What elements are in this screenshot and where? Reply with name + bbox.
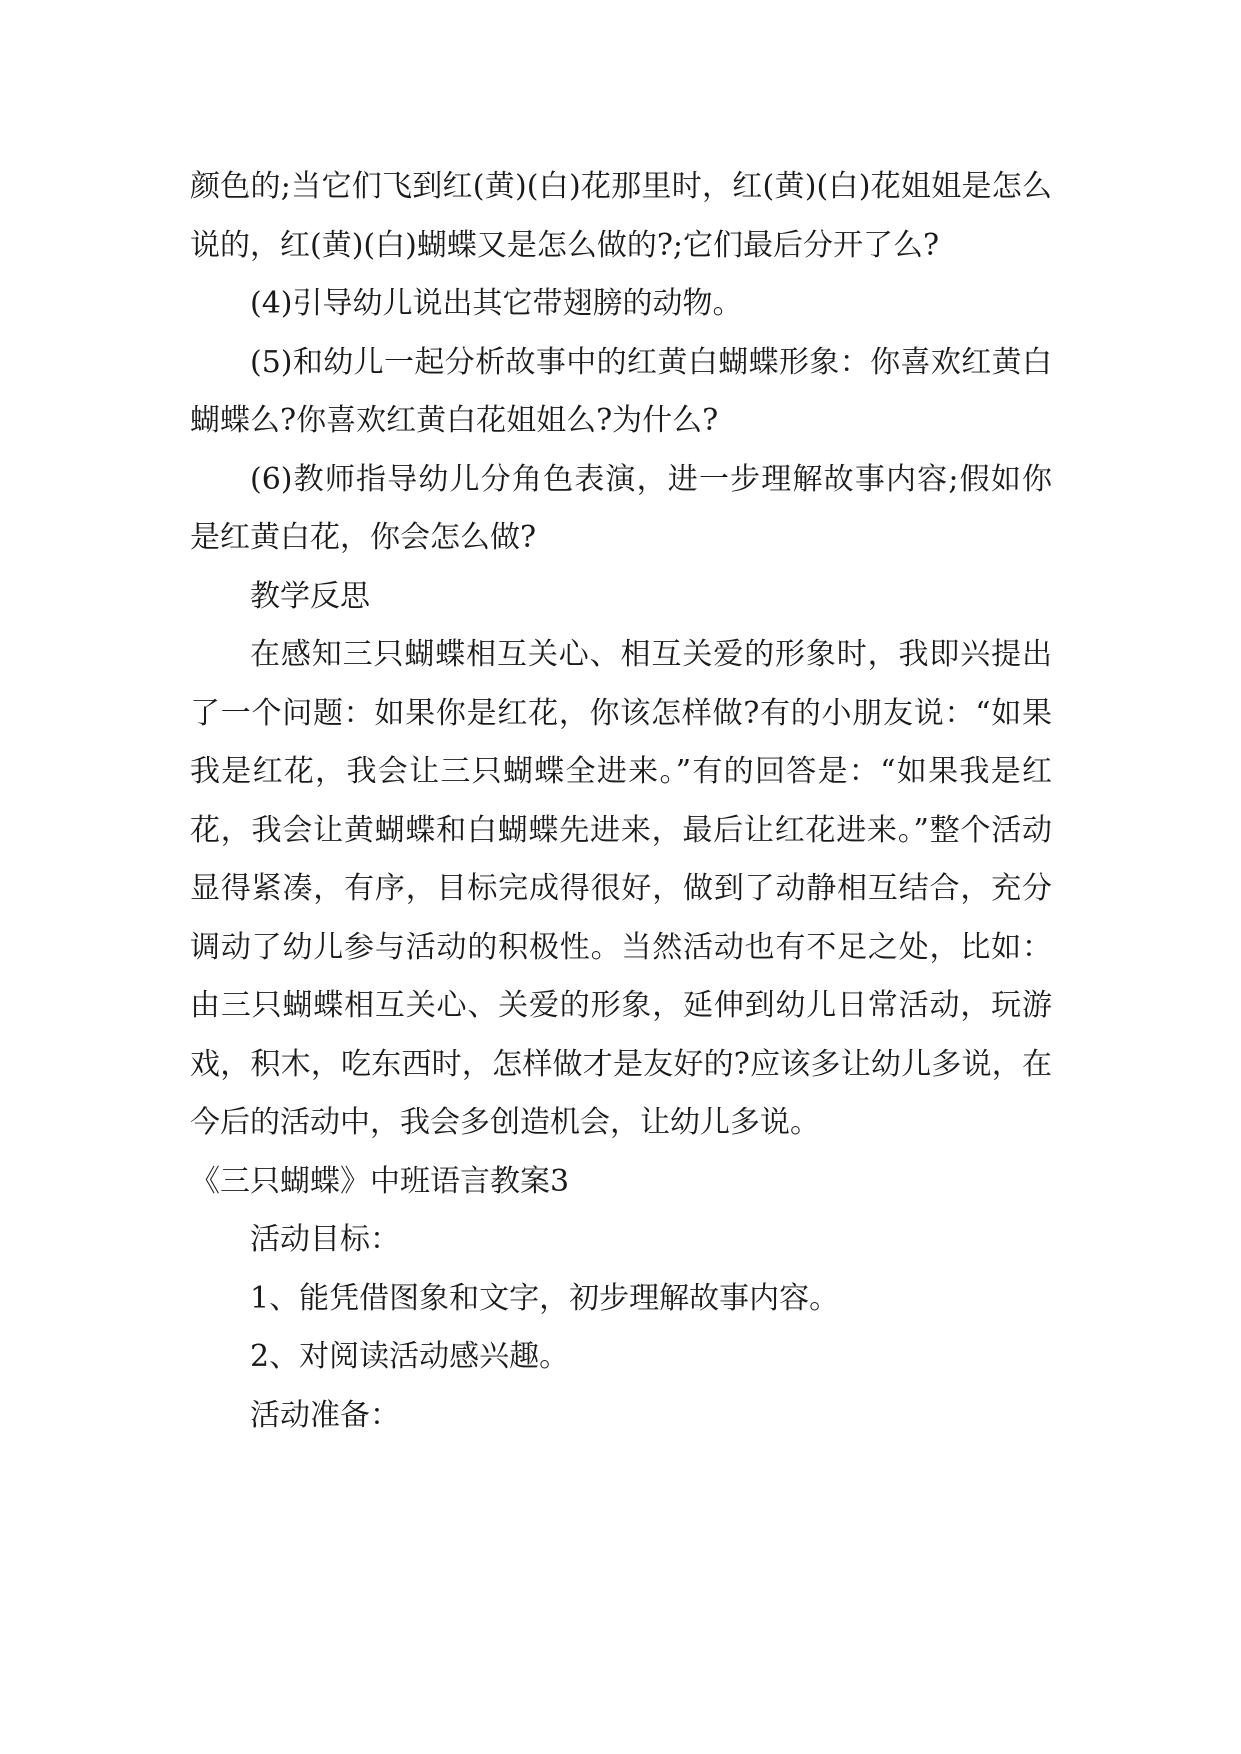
paragraph-continuation: 颜色的;当它们飞到红(黄)(白)花那里时，红(黄)(白)花姐姐是怎么说的，红(黄)(白)蝴蝶又是怎么做的?;它们最后分开了么? <box>190 169 1052 263</box>
lesson-title: 《三只蝴蝶》中班语言教案3 <box>190 1163 570 1199</box>
section-heading-goals: 活动目标： <box>250 1222 400 1257</box>
document-page <box>190 158 1052 1445</box>
paragraph-step-4: (4)引导幼儿说出其它带翅膀的动物。 <box>250 286 743 321</box>
section-heading-preparation: 活动准备： <box>250 1397 400 1433</box>
goal-item-2: 2、对阅读活动感兴趣。 <box>250 1339 570 1374</box>
goal-item-1: 1、能凭借图象和文字，初步理解故事内容。 <box>250 1280 840 1316</box>
paragraph-step-5: (5)和幼儿一起分析故事中的红黄白蝴蝶形象：你喜欢红黄白蝴蝶么?你喜欢红黄白花姐姐么?为什么? <box>190 344 1052 438</box>
paragraph-step-6: (6)教师指导幼儿分角色表演，进一步理解故事内容;假如你是红黄白花，你会怎么做? <box>190 461 1052 555</box>
paragraph-reflection-body: 在感知三只蝴蝶相互关心、相互关爱的形象时，我即兴提出了一个问题：如果你是红花，你该怎样做?有的小朋友说：“如果我是红花，我会让三只蝴蝶全进来。”有的回答是：“如果我是红花，我会让黄蝴蝶和白蝴蝶先进来，最后让红花进来。”整个活动显得紧凑，有序，目标完成得很好，做到了动静相互结合，充分调动了幼儿参与活动的积极性。当然活动也有不足之处，比如：由三只蝴蝶相互关心、关爱的形象，延伸到幼儿日常活动，玩游戏，积木，吃东西时，怎样做才是友好的?应该多让幼儿多说，在今后的活动中，我会多创造机会，让幼儿多说。 <box>190 637 1052 1140</box>
section-heading-reflection: 教学反思 <box>250 578 370 614</box>
